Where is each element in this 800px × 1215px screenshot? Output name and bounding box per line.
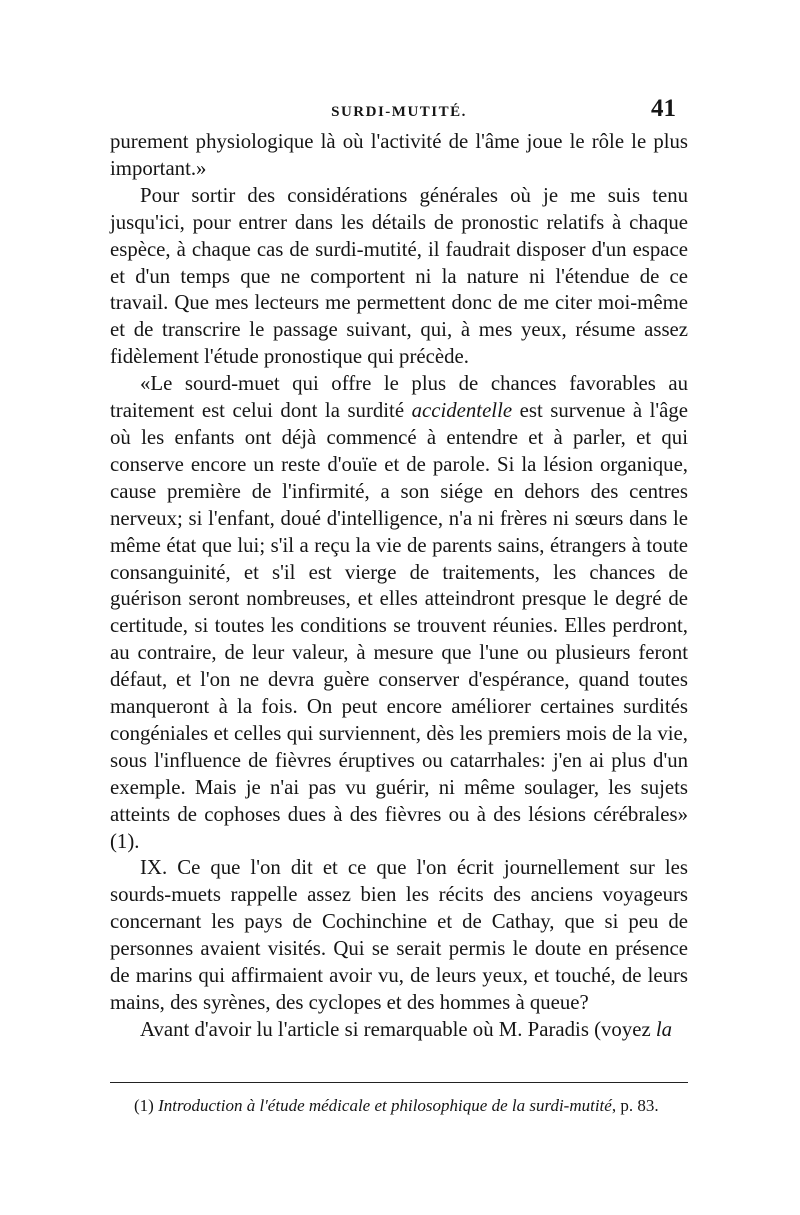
paragraph-section-ix: IX. Ce que l'on dit et ce que l'on écrit journellement sur les sourds-muets rappelle assez bien les récits des anciens voyageurs concernant les pays de Cochinchine et de Cathay, que si peu de personnes avaient visités. Qui se serait permis le doute en présence de marins qui affirmaient avoir vu, de leurs yeux, et touché, de leurs mains, des syrènes, des cyclopes et des hommes à queue?	[110, 856, 688, 1014]
paragraph-continuation: purement physiologique là où l'activité de l'âme joue le rôle le plus important.»	[110, 130, 688, 180]
quotation-text-start: «Le sourd-muet qui offre le plus de chances favorables au traitement est celui dont la surdité	[110, 372, 688, 423]
paragraph-quotation	[110, 371, 688, 855]
footnote-rule	[110, 1082, 688, 1083]
footnote-page: , p. 83.	[611, 1095, 659, 1115]
paragraph-prognosis-intro: Pour sortir des considérations générales où je me suis tenu jusqu'ici, pour entrer dans les détails de pronostic relatifs à chaque espèce, à chaque cas de surdi-mutité, il faudrait disposer d'un espace et d'un temps que ne comportent ni la nature ni l'étendue de ce travail. Que mes lecteurs me permettent donc de me citer moi-même et de transcrire le passage suivant, qui, à mes yeux, résume assez fidèlement l'étude pronostique qui précède.	[110, 183, 688, 369]
quotation-text-end: est survenue à l'âge où les enfants ont déjà commencé à entendre et à parler, et qui conserve encore un reste d'ouïe et de parole. Si la lésion organique, cause première de l'infirmité, a son siége en dehors des centres nerveux; si l'enfant, doué d'intelligence, n'a ni frères ni sœurs dans le même état que lui; s'il a reçu la vie de parents sains, étrangers à toute consanguinité, et s'il est vierge de traitements, les chances de guérison seront nombreuses, et elles atteindront presque le degré de certitude, si toutes les conditions se trouvent réunies. Elles perdront, au contraire, de leur valeur, à mesure que l'une ou plusieurs feront défaut, et l'on ne devra guère conserver d'espérance, quand toutes manqueront à la fois. On peut encore améliorer certaines surdités congéniales et celles qui surviennent, dès les premiers mois de la vie, sous l'influence de fièvres éruptives ou catarrhales: j'en ai plus d'un exemple. Mais je n'ai pas vu guérir, ni même soulager, les sujets atteints de cophoses dues à des fièvres ou à des lésions cérébrales» (1).	[110, 399, 689, 853]
paradis-text: Avant d'avoir lu l'article si remarquable où M. Paradis (voyez	[140, 1017, 651, 1041]
emphasis-accidentelle: accidentelle	[411, 399, 513, 423]
paragraph-paradis	[110, 1017, 688, 1044]
running-head	[110, 95, 688, 129]
footnote-title: Introduction à l'étude médicale et philosophique de la surdi-mutité	[158, 1095, 612, 1115]
body-text	[110, 129, 688, 1044]
book-page	[110, 95, 688, 1117]
paradis-emphasis: la	[655, 1017, 673, 1041]
page-number: 41	[651, 95, 676, 122]
footnote	[110, 1095, 688, 1117]
running-title: SURDI-MUTITÉ.	[331, 104, 467, 120]
footnote-marker: (1)	[134, 1095, 154, 1115]
